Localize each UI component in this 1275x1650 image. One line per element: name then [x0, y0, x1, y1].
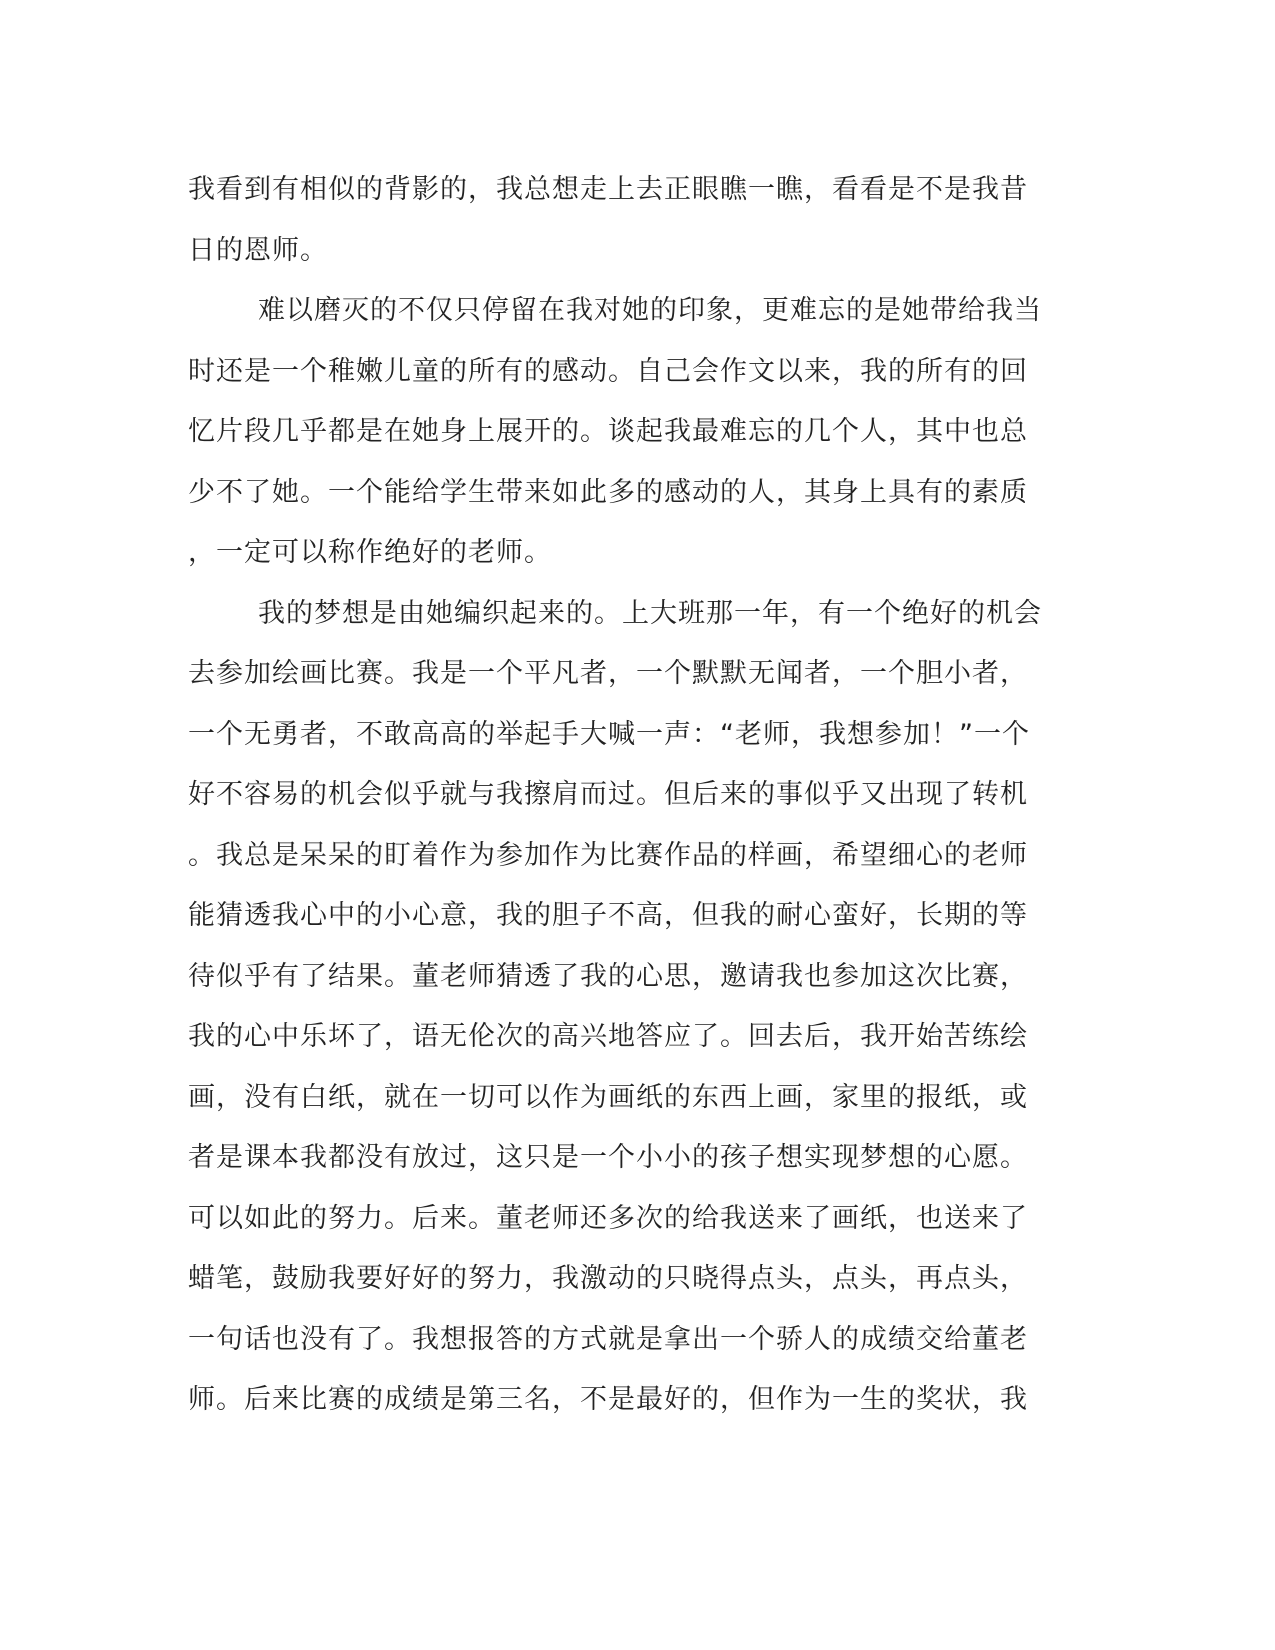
text-line: 者是课本我都没有放过，这只是一个小小的孩子想实现梦想的心愿。	[188, 1142, 1028, 1173]
text-line: 蜡笔，鼓励我要好好的努力，我激动的只晓得点头，点头，再点头，	[188, 1263, 1028, 1294]
text-line: 去参加绘画比赛。我是一个平凡者，一个默默无闻者，一个胆小者，	[188, 658, 1028, 689]
text-line: 待似乎有了结果。董老师猜透了我的心思，邀请我也参加这次比赛，	[188, 960, 1028, 992]
body-text	[188, 160, 1068, 1431]
paragraph-start-line: 我的梦想是由她编织起来的。上大班那一年，有一个绝好的机会	[258, 597, 1042, 629]
text-line: 少不了她。一个能给学生带来如此多的感动的人，其身上具有的素质	[188, 476, 1028, 508]
text-line: 画，没有白纸，就在一切可以作为画纸的东西上画，家里的报纸，或	[188, 1081, 1028, 1113]
text-line: 我看到有相似的背影的，我总想走上去正眼瞧一瞧，看看是不是我昔	[188, 174, 1028, 205]
text-line: 忆片段几乎都是在她身上展开的。谈起我最难忘的几个人，其中也总	[188, 416, 1028, 447]
text-line: 日的恩师。	[188, 234, 328, 266]
text-line: 能猜透我心中的小心意，我的胆子不高，但我的耐心蛮好，长期的等	[188, 900, 1028, 931]
text-line: 我的心中乐坏了，语无伦次的高兴地答应了。回去后，我开始苦练绘	[188, 1021, 1028, 1052]
text-line: 一句话也没有了。我想报答的方式就是拿出一个骄人的成绩交给董老	[188, 1323, 1028, 1355]
text-line: 一个无勇者，不敢高高的举起手大喊一声：“老师，我想参加！”一个	[188, 718, 1030, 750]
text-line: 师。后来比赛的成绩是第三名，不是最好的，但作为一生的奖状，我	[188, 1384, 1028, 1415]
text-line: 好不容易的机会似乎就与我擦肩而过。但后来的事似乎又出现了转机	[188, 779, 1028, 810]
text-line: 时还是一个稚嫩儿童的所有的感动。自己会作文以来，我的所有的回	[188, 355, 1028, 387]
text-line: ，一定可以称作绝好的老师。	[188, 537, 552, 568]
paragraph-start-line: 难以磨灭的不仅只停留在我对她的印象，更难忘的是她带给我当	[258, 295, 1042, 326]
text-line: 可以如此的努力。后来。董老师还多次的给我送来了画纸，也送来了	[188, 1202, 1028, 1234]
text-line: 。我总是呆呆的盯着作为参加作为比赛作品的样画，希望细心的老师	[188, 839, 1028, 871]
